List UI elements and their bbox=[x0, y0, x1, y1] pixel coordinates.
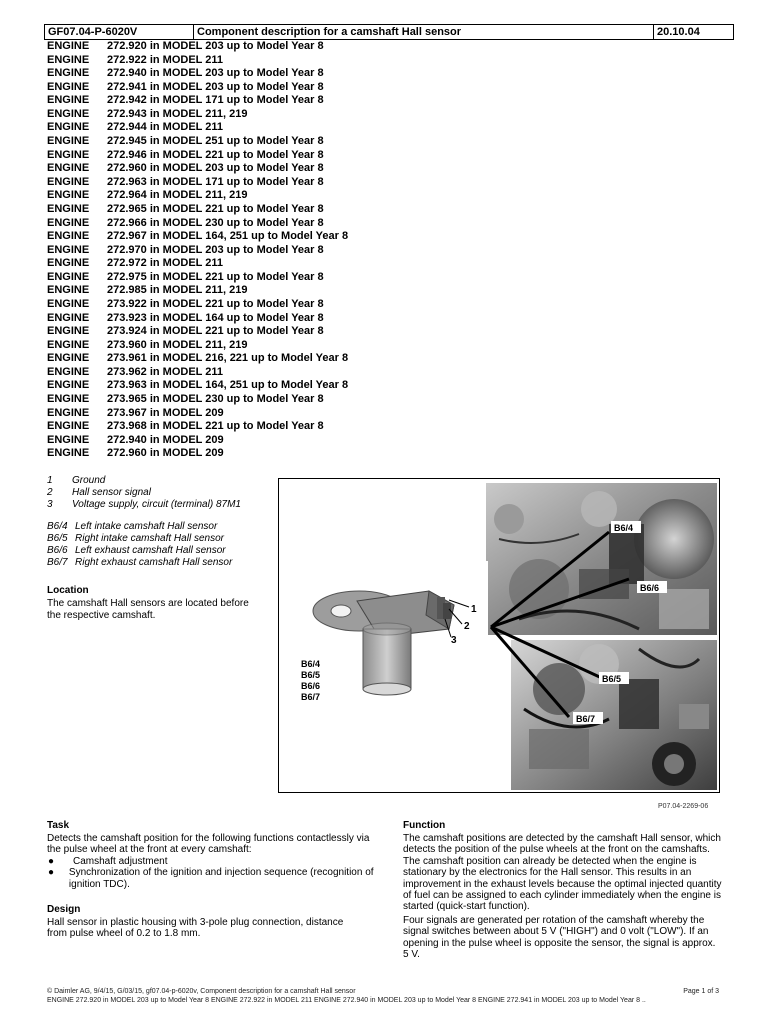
engine-model-text: 273.924 in MODEL 221 up to Model Year 8 bbox=[107, 325, 324, 338]
engine-model-text: 272.920 in MODEL 203 up to Model Year 8 bbox=[107, 40, 324, 52]
engine-label: ENGINE bbox=[47, 216, 90, 229]
callout-2: 2 bbox=[464, 621, 470, 632]
footer-copyright: © Daimler AG, 9/4/15, G/03/15, gf07.04-p-6020v, Component description for a camshaft Hall sensor bbox=[47, 988, 356, 995]
legend bbox=[47, 475, 241, 569]
engine-model-text: 272.942 in MODEL 171 up to Model Year 8 bbox=[107, 94, 324, 107]
inset-label-b6-4: B6/4 bbox=[301, 659, 321, 669]
document-date: 20.10.04 bbox=[657, 26, 700, 38]
engine-model-text: 273.960 in MODEL 211, 219 bbox=[107, 338, 248, 351]
design-section bbox=[47, 904, 377, 940]
engine-row bbox=[47, 366, 447, 380]
engine-model-text: 272.944 in MODEL 211 bbox=[107, 121, 223, 134]
label-b6-5: B6/5 bbox=[602, 674, 622, 684]
engine-label: ENGINE bbox=[47, 311, 90, 324]
function-section bbox=[403, 820, 723, 962]
engine-row bbox=[47, 434, 447, 448]
engine-model-text: 273.961 in MODEL 216, 221 up to Model Year 8 bbox=[107, 352, 349, 365]
engine-model-text: 272.967 in MODEL 164, 251 up to Model Year 8 bbox=[107, 230, 349, 243]
label-b6-6: B6/6 bbox=[640, 583, 660, 593]
engine-row bbox=[47, 40, 447, 54]
engine-row bbox=[47, 108, 447, 122]
engine-label: ENGINE bbox=[47, 107, 90, 120]
engine-model-text: 272.940 in MODEL 209 bbox=[107, 433, 224, 446]
engine-model-text: 272.972 in MODEL 211 bbox=[107, 257, 223, 270]
engine-label: ENGINE bbox=[47, 338, 90, 351]
engine-label: ENGINE bbox=[47, 393, 90, 406]
figure-code: P07.04-2269-06 bbox=[658, 803, 709, 810]
inset-label-b6-6: B6/6 bbox=[301, 681, 321, 691]
engine-label: ENGINE bbox=[47, 67, 90, 80]
inset-label-b6-7: B6/7 bbox=[301, 692, 321, 702]
engine-model-text: 273.965 in MODEL 230 up to Model Year 8 bbox=[107, 393, 324, 406]
engine-model-text: 272.945 in MODEL 251 up to Model Year 8 bbox=[107, 135, 324, 148]
engine-label: ENGINE bbox=[47, 297, 90, 310]
task-section bbox=[47, 820, 377, 890]
engine-label: ENGINE bbox=[47, 365, 90, 378]
engine-label: ENGINE bbox=[47, 202, 90, 215]
engine-label: ENGINE bbox=[47, 189, 90, 202]
engine-row bbox=[47, 176, 447, 190]
legend-item: 3 Voltage supply, circuit (terminal) 87M1 bbox=[47, 499, 241, 510]
engine-row bbox=[47, 121, 447, 135]
engine-model-text: 273.922 in MODEL 221 up to Model Year 8 bbox=[107, 297, 324, 310]
engine-model-text: 273.923 in MODEL 164 up to Model Year 8 bbox=[107, 311, 324, 324]
engine-label: ENGINE bbox=[47, 53, 90, 66]
engine-label: ENGINE bbox=[47, 325, 90, 338]
engine-model-text: 273.968 in MODEL 221 up to Model Year 8 bbox=[107, 420, 324, 433]
engine-photo-top bbox=[486, 483, 717, 635]
engine-row bbox=[47, 189, 447, 203]
engine-row bbox=[47, 203, 447, 217]
engine-row bbox=[47, 230, 447, 244]
engine-label: ENGINE bbox=[47, 433, 90, 446]
sensor-illustration bbox=[279, 479, 720, 793]
engine-label: ENGINE bbox=[47, 135, 90, 148]
engine-model-text: 273.962 in MODEL 211 bbox=[107, 365, 223, 378]
list-item: ● Synchronization of the ignition and injection sequence (recognition of ignition TDC). bbox=[48, 867, 374, 890]
engine-row bbox=[47, 67, 447, 81]
engine-model-text: 273.963 in MODEL 164, 251 up to Model Year 8 bbox=[107, 379, 349, 392]
engine-list bbox=[47, 40, 447, 461]
engine-row bbox=[47, 81, 447, 95]
engine-photo-bottom bbox=[511, 640, 717, 790]
engine-row bbox=[47, 271, 447, 285]
engine-label: ENGINE bbox=[47, 162, 90, 175]
label-b6-7: B6/7 bbox=[576, 714, 596, 724]
engine-label: ENGINE bbox=[47, 230, 90, 243]
engine-row bbox=[47, 325, 447, 339]
engine-label: ENGINE bbox=[47, 80, 90, 93]
engine-row bbox=[47, 149, 447, 163]
legend-item: B6/7 Right exhaust camshaft Hall sensor bbox=[47, 557, 233, 568]
document-header bbox=[44, 24, 734, 40]
engine-model-text: 272.960 in MODEL 203 up to Model Year 8 bbox=[107, 162, 324, 175]
engine-label: ENGINE bbox=[47, 243, 90, 256]
engine-label: ENGINE bbox=[47, 175, 90, 188]
engine-label: ENGINE bbox=[47, 40, 90, 52]
engine-label: ENGINE bbox=[47, 148, 90, 161]
engine-model-text: 272.970 in MODEL 203 up to Model Year 8 bbox=[107, 243, 324, 256]
engine-model-text: 272.964 in MODEL 211, 219 bbox=[107, 189, 248, 202]
engine-label: ENGINE bbox=[47, 284, 90, 297]
function-paragraph-2: Four signals are generated per rotation of the camshaft whereby the signal switches between about 5 V ("HIGH") and 0 volt ("LOW"). If an opening in the pulse wheel is opposite the sensor, the signal is approx. 5 V. bbox=[403, 914, 716, 961]
function-paragraph-1: The camshaft positions are detected by the camshaft Hall sensor, which detects the position of the pulse wheels at the front on the camshafts. The camshaft position can already be detected when the engine is stationary by the electronics for the Hall sensor. This results in an improvement in the exhaust levels because the optimal injected quantity of fuel can be assigned to each cylinder immediately when the engine is started (quick-start function). bbox=[403, 833, 722, 913]
legend-item: B6/5 Right intake camshaft Hall sensor bbox=[47, 533, 224, 544]
engine-row bbox=[47, 54, 447, 68]
design-heading: Design bbox=[47, 904, 81, 915]
task-heading: Task bbox=[47, 820, 70, 831]
legend-item: 2 Hall sensor signal bbox=[47, 487, 151, 498]
engine-row bbox=[47, 217, 447, 231]
engine-model-text: 272.922 in MODEL 211 bbox=[107, 53, 223, 66]
engine-row bbox=[47, 352, 447, 366]
engine-row bbox=[47, 162, 447, 176]
engine-label: ENGINE bbox=[47, 420, 90, 433]
engine-model-text: 272.965 in MODEL 221 up to Model Year 8 bbox=[107, 202, 324, 215]
engine-row bbox=[47, 135, 447, 149]
design-text: Hall sensor in plastic housing with 3-pole plug connection, distance from pulse wheel of 0.2 to 1.8 mm. bbox=[47, 917, 344, 940]
engine-row bbox=[47, 244, 447, 258]
engine-row bbox=[47, 298, 447, 312]
list-item: ● Camshaft adjustment bbox=[48, 855, 168, 867]
engine-row bbox=[47, 447, 447, 461]
callout-3: 3 bbox=[451, 635, 457, 646]
engine-model-text: 272.985 in MODEL 211, 219 bbox=[107, 284, 248, 297]
engine-row bbox=[47, 284, 447, 298]
label-b6-4: B6/4 bbox=[614, 523, 634, 533]
engine-model-text: 272.943 in MODEL 211, 219 bbox=[107, 107, 248, 120]
task-intro: Detects the camshaft position for the following functions contactlessly via the pulse wheel at the front at every camshaft: bbox=[47, 833, 370, 856]
engine-label: ENGINE bbox=[47, 352, 90, 365]
engine-label: ENGINE bbox=[47, 94, 90, 107]
engine-row bbox=[47, 94, 447, 108]
callout-1: 1 bbox=[471, 604, 477, 615]
page-number: Page 1 of 3 bbox=[683, 988, 719, 995]
sensor-figure bbox=[278, 478, 720, 793]
footer-engine-summary: ENGINE 272.920 in MODEL 203 up to Model Year 8 ENGINE 272.922 in MODEL 211 ENGINE 272.940 in MODEL 203 up to Model Year 8 ENGINE 272.941 in MODEL 203 up to Model Year 8 .. bbox=[47, 997, 646, 1004]
engine-model-text: 272.940 in MODEL 203 up to Model Year 8 bbox=[107, 67, 324, 80]
location-heading: Location bbox=[47, 585, 89, 596]
engine-row bbox=[47, 420, 447, 434]
engine-model-text: 273.967 in MODEL 209 bbox=[107, 406, 224, 419]
function-heading: Function bbox=[403, 820, 446, 831]
legend-item: B6/4 Left intake camshaft Hall sensor bbox=[47, 521, 218, 532]
legend-item: 1 Ground bbox=[47, 475, 106, 486]
page-footer bbox=[47, 987, 719, 1005]
engine-row bbox=[47, 312, 447, 326]
inset-label-b6-5: B6/5 bbox=[301, 670, 321, 680]
engine-row bbox=[47, 339, 447, 353]
engine-row bbox=[47, 379, 447, 393]
inset-label-stack bbox=[301, 659, 320, 702]
document-id: GF07.04-P-6020V bbox=[45, 25, 194, 39]
engine-label: ENGINE bbox=[47, 257, 90, 270]
location-text: The camshaft Hall sensors are located before the respective camshaft. bbox=[47, 598, 249, 621]
engine-row bbox=[47, 257, 447, 271]
engine-model-text: 272.963 in MODEL 171 up to Model Year 8 bbox=[107, 175, 324, 188]
engine-label: ENGINE bbox=[47, 379, 90, 392]
legend-item: B6/6 Left exhaust camshaft Hall sensor bbox=[47, 545, 226, 556]
engine-model-text: 272.960 in MODEL 209 bbox=[107, 447, 224, 460]
engine-label: ENGINE bbox=[47, 406, 90, 419]
engine-model-text: 272.946 in MODEL 221 up to Model Year 8 bbox=[107, 148, 324, 161]
engine-label: ENGINE bbox=[47, 270, 90, 283]
engine-model-text: 272.975 in MODEL 221 up to Model Year 8 bbox=[107, 270, 324, 283]
engine-row bbox=[47, 407, 447, 421]
engine-row bbox=[47, 393, 447, 407]
engine-label: ENGINE bbox=[47, 447, 90, 460]
engine-label: ENGINE bbox=[47, 121, 90, 134]
task-bullets bbox=[47, 856, 377, 890]
document-title: Component description for a camshaft Hall sensor bbox=[194, 25, 654, 39]
engine-model-text: 272.941 in MODEL 203 up to Model Year 8 bbox=[107, 80, 324, 93]
engine-model-text: 272.966 in MODEL 230 up to Model Year 8 bbox=[107, 216, 324, 229]
